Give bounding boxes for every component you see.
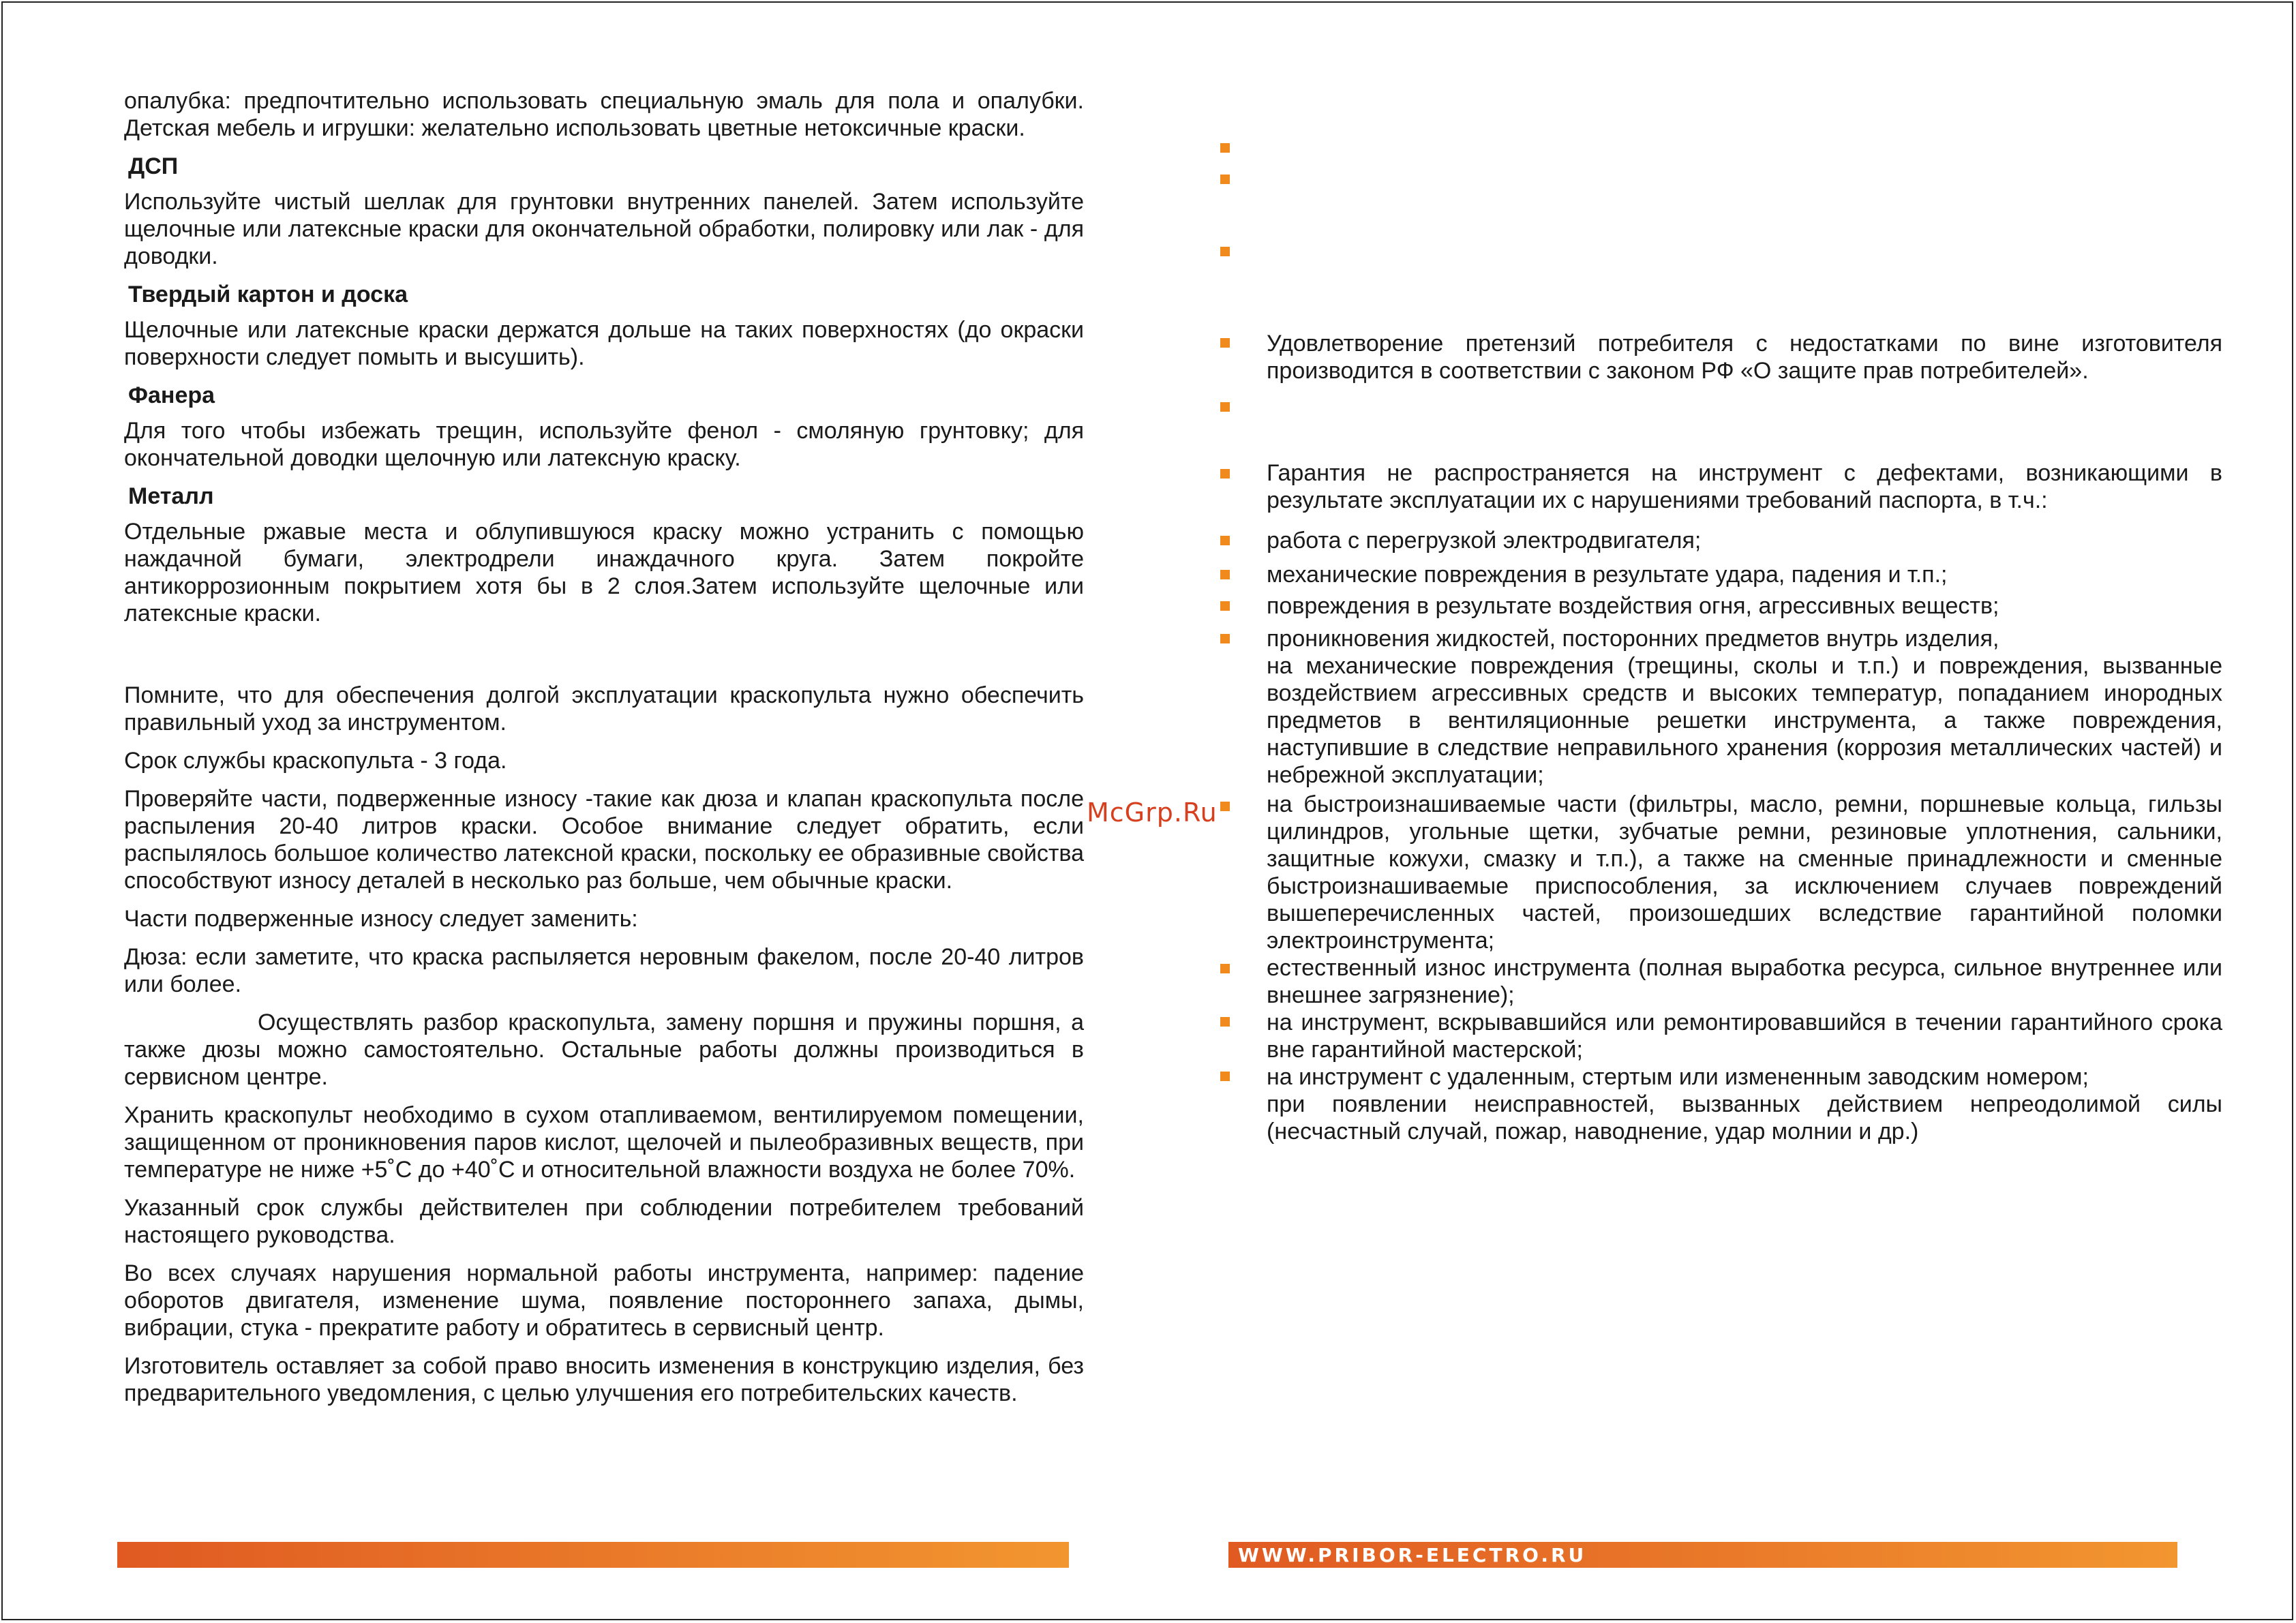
bullet-marker-icon — [1220, 802, 1230, 811]
manufacturer-paragraph: Изготовитель оставляет за собой право вносить изменения в конструкцию изделия, без предварительного уведомления, с целью улучшения его потребительских качеств. — [124, 1353, 1084, 1406]
bullet-marker-icon — [1220, 469, 1230, 479]
intro-paragraph: опалубка: предпочтительно использовать специальную эмаль для пола и опалубки. Детская мебель и игрушки: желательно использовать цветные нетоксичные краски. — [124, 88, 1084, 141]
bullet-marker-icon — [1220, 402, 1230, 412]
footer-url: WWW.PRIBOR-ELECTRO.RU — [1238, 1544, 1587, 1566]
heading-metall: Металл — [128, 483, 214, 509]
bullet-marker-icon — [1220, 964, 1230, 973]
exclusion-item-continuation: на механические повреждения (трещины, сколы и т.п.) и повреждения, вызванные воздействием агрессивных средств и высоких температур, попаданием инородных предметов в вентиляционные решетки инструмента, а также повреждения, наступившие в следствие неправильного хранения (коррозия металлических частей) и небрежной эксплуатации; — [1267, 653, 2222, 788]
check-paragraph: Проверяйте части, подверженные износу -такие как дюза и клапан краскопульта после распыления 20-40 литров краски. Особое внимание следует обратить, если распылялось большое количество латексной краски, поскольку ее образивные свойства способствуют износу деталей в несколько раз больше, чем обычные краски. — [124, 786, 1084, 894]
metall-paragraph: Отдельные ржавые места и облупившуюся краску можно устранить с помощью наждачной бумаги, электродрели инаждачного круга. Затем покройте антикоррозионным покрытием хотя бы в 2 слоя.Затем используйте щелочные или латексные краски. — [124, 519, 1084, 626]
bullet-marker-icon — [1220, 338, 1230, 348]
exclusion-item: работа с перегрузкой электродвигателя; — [1267, 528, 1702, 553]
bullet-marker-icon — [1220, 143, 1230, 153]
bullet-marker-icon — [1220, 175, 1230, 184]
bullet-marker-icon — [1220, 601, 1230, 611]
replace-paragraph: Части подверженные износу следует заменить: — [124, 906, 638, 932]
bullet-marker-icon — [1220, 536, 1230, 545]
claims-paragraph: Удовлетворение претензий потребителя с недостатками по вине изготовителя производится в соответствии с законом РФ «О защите прав потребителей». — [1267, 331, 2222, 384]
exclusion-item: на инструмент с удаленным, стертым или измененным заводским номером; — [1267, 1064, 2089, 1090]
bullet-marker-icon — [1220, 1017, 1230, 1027]
karton-paragraph: Щелочные или латексные краски держатся дольше на таких поверхностях (до окраски поверхности следует помыть и высушить). — [124, 317, 1084, 370]
exclusion-item-continuation: при появлении неисправностей, вызванных действием непреодолимой силы (несчастный случай, пожар, наводнение, удар молнии и др.) — [1267, 1091, 2222, 1144]
warranty-exclusions-paragraph: Гарантия не распространяется на инструмент с дефектами, возникающими в результате эксплуатации их с нарушениями требований паспорта, в т.ч.: — [1267, 460, 2222, 513]
remember-paragraph: Помните, что для обеспечения долгой эксплуатации краскопульта нужно обеспечить правильный уход за инструментом. — [124, 682, 1084, 735]
footer-bar-left — [117, 1542, 1069, 1568]
bullet-marker-icon — [1220, 634, 1230, 643]
bullet-marker-icon — [1220, 247, 1230, 256]
heading-fanera: Фанера — [128, 382, 215, 408]
storage-paragraph: Хранить краскопульт необходимо в сухом отапливаемом, вентилируемом помещении, защищенном от проникновения паров кислот, щелочей и пылеобразивных веществ, при температуре не ниже +5˚С до +40˚С и относительной влажности воздуха не более 70%. — [124, 1102, 1084, 1183]
exclusion-item: естественный износ инструмента (полная выработка ресурса, сильное внутреннее или внешнее загрязнение); — [1267, 955, 2222, 1008]
heading-karton: Твердый картон и доска — [128, 282, 408, 307]
malfunction-paragraph: Во всех случаях нарушения нормальной работы инструмента, например: падение оборотов двигателя, изменение шума, появление постороннего запаха, дымы, вибрации, стука - прекратите работу и обратитесь в сервисный центр. — [124, 1260, 1084, 1341]
fanera-paragraph: Для того чтобы избежать трещин, используйте фенол - смоляную грунтовку; для окончательной доводки щелочную или латексную краску. — [124, 418, 1084, 471]
watermark-text: McGrp.Ru — [1087, 798, 1218, 828]
left-column — [124, 87, 1084, 1418]
nozzle-paragraph: Дюза: если заметите, что краска распыляется неровным факелом, после 20-40 литров или более. — [124, 944, 1084, 997]
exclusion-item: механические повреждения в результате удара, падения и т.п.; — [1267, 562, 1948, 588]
exclusion-item: на быстроизнашиваемые части (фильтры, масло, ремни, поршневые кольца, гильзы цилиндров, угольные щетки, зубчатые ремни, резиновые уплотнения, сальники, защитные кожухи, смазку и т.п.), а также на сменные принадлежности и сменные быстроизнашиваемые приспособления, за исключением случаев повреждений вышеперечисленных частей, произошедших вследствие гарантийной поломки электроинструмента; — [1267, 791, 2222, 954]
disassembly-paragraph: Осуществлять разбор краскопульта, замену поршня и пружины поршня, а также дюзы можно самостоятельно. Остальные работы должны производиться в сервисном центре. — [124, 1010, 1084, 1090]
exclusion-item: на инструмент, вскрывавшийся или ремонтировавшийся в течении гарантийного срока вне гарантийной мастерской; — [1267, 1010, 2222, 1063]
exclusion-item: повреждения в результате воздействия огня, агрессивных веществ; — [1267, 593, 1999, 619]
dsp-paragraph: Используйте чистый шеллак для грунтовки внутренних панелей. Затем используйте щелочные или латексные краски для окончательной обработки, полировку или лак - для доводки. — [124, 189, 1084, 269]
exclusion-item: проникновения жидкостей, посторонних предметов внутрь изделия, — [1267, 626, 1999, 652]
bullet-marker-icon — [1220, 570, 1230, 579]
validity-paragraph: Указанный срок службы действителен при соблюдении потребителем требований настоящего руководства. — [124, 1195, 1084, 1248]
service-life-paragraph: Срок службы краскопульта - 3 года. — [124, 748, 507, 774]
heading-dsp: ДСП — [128, 153, 179, 179]
bullet-marker-icon — [1220, 1072, 1230, 1081]
